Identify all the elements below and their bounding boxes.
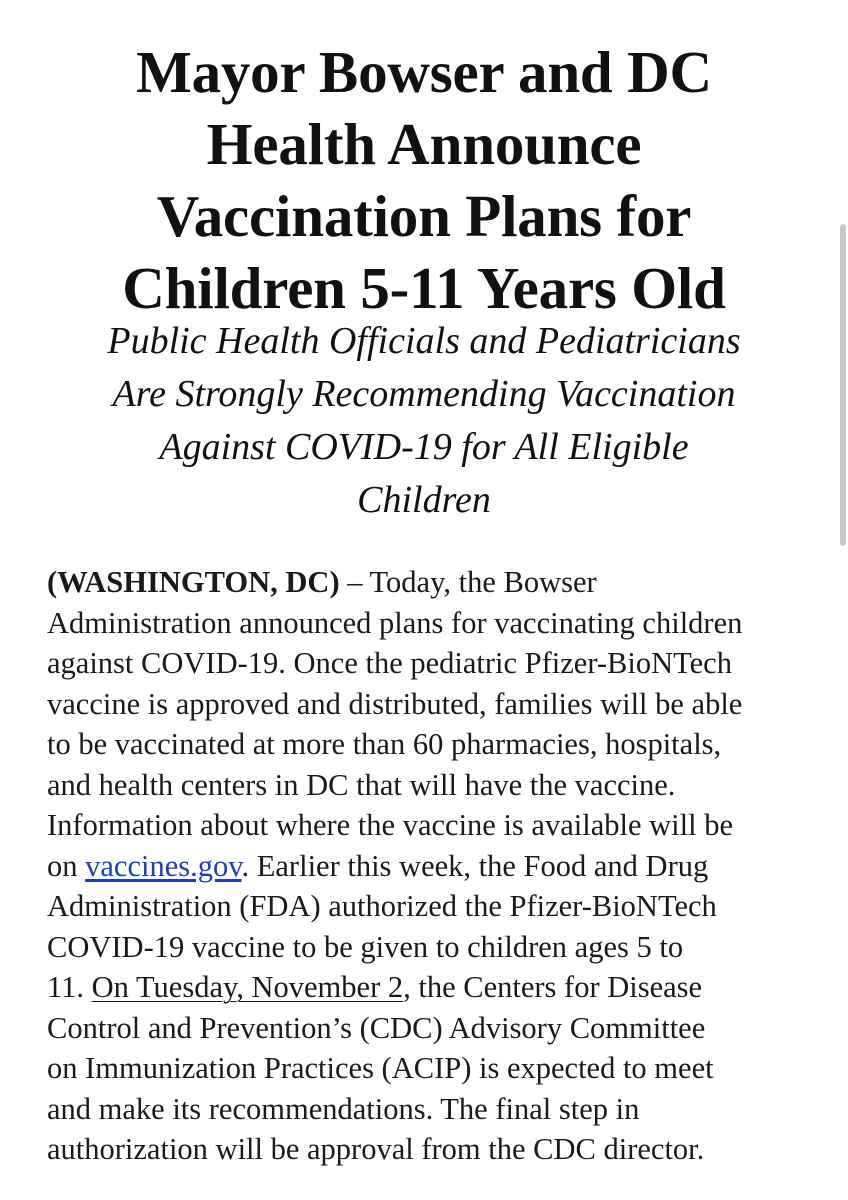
body-line: and make its recommendations. The final step in bbox=[47, 1091, 640, 1126]
body-line: vaccine is approved and distributed, families will be able bbox=[47, 686, 743, 721]
body-text: 11. bbox=[47, 970, 92, 1004]
body-paragraph bbox=[47, 562, 817, 1170]
body-text: on bbox=[47, 848, 86, 883]
body-line: Information about where the vaccine is available will be bbox=[47, 808, 733, 842]
body-line: Administration announced plans for vaccinating children bbox=[47, 605, 743, 640]
vertical-scrollbar[interactable] bbox=[840, 224, 846, 546]
body-line: authorization will be approval from the CDC director. bbox=[47, 1132, 705, 1166]
body-text: – Today, the Bowser bbox=[339, 565, 597, 599]
title-line: Children 5-11 Years Old bbox=[122, 255, 726, 321]
body-line: to be vaccinated at more than 60 pharmacies, hospitals, bbox=[47, 727, 722, 761]
body-line: COVID-19 vaccine to be given to children ages 5 to bbox=[47, 929, 684, 964]
body-line: and health centers in DC that will have the vaccine. bbox=[47, 767, 676, 802]
meeting-date: On Tuesday, November 2 bbox=[91, 970, 404, 1004]
body-line bbox=[47, 562, 817, 603]
subtitle-line: Public Health Officials and Pediatricians bbox=[107, 320, 741, 362]
body-line: Control and Prevention’s (CDC) Advisory Committee bbox=[47, 1010, 706, 1045]
body-line: on Immunization Practices (ACIP) is expected to meet bbox=[47, 1051, 714, 1085]
body-line bbox=[47, 967, 817, 1008]
dateline: (WASHINGTON, DC) bbox=[47, 565, 340, 599]
body-line: against COVID-19. Once the pediatric Pfizer-BioNTech bbox=[47, 646, 732, 680]
subtitle-line: Are Strongly Recommending Vaccination bbox=[112, 373, 736, 415]
title-line: Health Announce bbox=[206, 111, 642, 177]
body-text: . Earlier this week, the Food and Drug bbox=[241, 848, 709, 883]
page-subtitle bbox=[40, 315, 808, 527]
body-line: Administration (FDA) authorized the Pfizer-BioNTech bbox=[47, 889, 717, 923]
vaccines-gov-link[interactable]: vaccines.gov bbox=[85, 848, 242, 883]
page-title bbox=[40, 36, 808, 324]
subtitle-line: Against COVID-19 for All Eligible bbox=[159, 426, 689, 468]
body-text: , the Centers for Disease bbox=[403, 970, 703, 1004]
body-line bbox=[47, 846, 817, 887]
subtitle-line: Children bbox=[357, 479, 491, 521]
title-line: Mayor Bowser and DC bbox=[136, 39, 712, 105]
title-line: Vaccination Plans for bbox=[156, 183, 692, 249]
